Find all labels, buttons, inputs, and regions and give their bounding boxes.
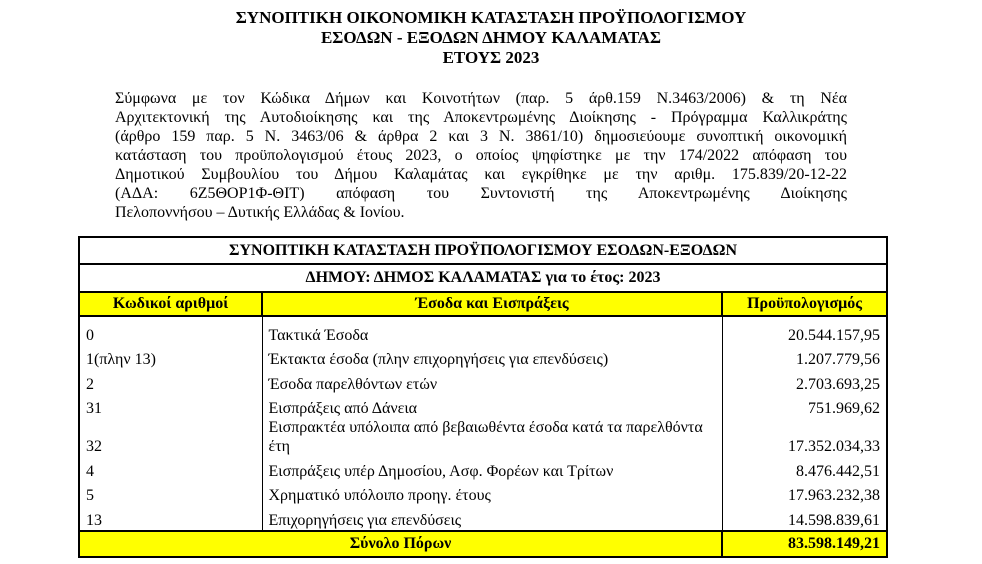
total-amount: 83.598.149,21 bbox=[722, 531, 887, 557]
intro-line: (ΑΔΑ: 6Ζ5ΘΟΡ1Φ-ΘΙΤ) απόφαση του Συντονιστή της Αποκεντρωμένης Διοίκησης bbox=[115, 185, 847, 202]
budget-table bbox=[78, 236, 888, 558]
intro-line: (άρθρο 159 παρ. 5 Ν. 3463/06 & άρθρα 2 και 3 Ν. 3861/10) δημοσιεύουμε συνοπτική οικονομική bbox=[115, 128, 847, 145]
row-code: 5 bbox=[79, 481, 262, 506]
row-code: 31 bbox=[79, 394, 262, 419]
intro-line: Πελοποννήσου – Δυτικής Ελλάδας & Ιονίου. bbox=[115, 204, 405, 221]
row-amount: 8.476.442,51 bbox=[722, 456, 887, 481]
row-description: Εισπρακτέα υπόλοιπα από βεβαιωθέντα έσοδα κατά τα παρελθόντα έτη bbox=[262, 418, 722, 456]
table-row bbox=[79, 369, 887, 394]
row-code: 1(πλην 13) bbox=[79, 345, 262, 370]
row-code: 0 bbox=[79, 316, 262, 345]
row-description: Επιχορηγήσεις για επενδύσεις bbox=[262, 505, 722, 531]
intro-line: κατάσταση του προϋπολογισμού έτους 2023, ο οποίος ψηφίστηκε με την 174/2022 απόφαση του bbox=[115, 147, 847, 164]
table-row bbox=[79, 481, 887, 506]
table-subtitle: ΔΗΜΟΥ: ΔΗΜΟΣ ΚΑΛΑΜΑΤΑΣ για το έτος: 2023 bbox=[79, 264, 887, 292]
row-amount: 751.969,62 bbox=[722, 394, 887, 419]
intro-line: Δημοτικού Συμβουλίου του Δήμου Καλαμάτας και εγκρίθηκε με την αριθμ. 175.839/20-12-22 bbox=[115, 166, 847, 183]
table-row bbox=[79, 418, 887, 456]
intro-paragraph bbox=[115, 89, 847, 222]
row-code: 2 bbox=[79, 369, 262, 394]
row-code: 32 bbox=[79, 418, 262, 456]
row-code: 4 bbox=[79, 456, 262, 481]
total-label: Σύνολο Πόρων bbox=[79, 531, 722, 557]
table-row bbox=[79, 505, 887, 531]
row-code: 13 bbox=[79, 505, 262, 531]
column-header-budget: Προϋπολογισμός bbox=[722, 292, 887, 316]
table-row bbox=[79, 394, 887, 419]
intro-line: Σύμφωνα με τον Κώδικα Δήμων και Κοινοτήτων (παρ. 5 άρθ.159 Ν.3463/2006) & τη Νέα bbox=[115, 90, 847, 107]
title-line-3: ΕΤΟΥΣ 2023 bbox=[442, 48, 540, 67]
row-amount: 20.544.157,95 bbox=[722, 316, 887, 345]
table-row bbox=[79, 345, 887, 370]
row-description: Εισπράξεις από Δάνεια bbox=[262, 394, 722, 419]
table-title: ΣΥΝΟΠΤΙΚΗ ΚΑΤΑΣΤΑΣΗ ΠΡΟΫΠΟΛΟΓΙΣΜΟΥ ΕΣΟΔΩΝ-ΕΞΟΔΩΝ bbox=[79, 237, 887, 264]
row-amount: 2.703.693,25 bbox=[722, 369, 887, 394]
table-row bbox=[79, 316, 887, 345]
row-description: Εισπράξεις υπέρ Δημοσίου, Ασφ. Φορέων και Τρίτων bbox=[262, 456, 722, 481]
row-description: Έσοδα παρελθόντων ετών bbox=[262, 369, 722, 394]
table-row bbox=[79, 456, 887, 481]
intro-line: Αρχιτεκτονική της Αυτοδιοίκησης και της Αποκεντρωμένης Διοίκησης - Πρόγραμμα Καλλικράτης bbox=[115, 109, 847, 126]
row-amount: 17.352.034,33 bbox=[722, 418, 887, 456]
column-header-code: Κωδικοί αριθμοί bbox=[79, 292, 262, 316]
row-amount: 17.963.232,38 bbox=[722, 481, 887, 506]
row-description: Τακτικά Έσοδα bbox=[262, 316, 722, 345]
row-description: Έκτακτα έσοδα (πλην επιχορηγήσεις για επενδύσεις) bbox=[262, 345, 722, 370]
row-amount: 1.207.779,56 bbox=[722, 345, 887, 370]
row-description: Χρηματικό υπόλοιπο προηγ. έτους bbox=[262, 481, 722, 506]
column-header-description: Έσοδα και Εισπράξεις bbox=[262, 292, 722, 316]
total-row bbox=[79, 531, 887, 557]
title-line-2: ΕΣΟΔΩΝ - ΕΞΟΔΩΝ ΔΗΜΟΥ ΚΑΛΑΜΑΤΑΣ bbox=[320, 28, 662, 47]
title-line-1: ΣΥΝΟΠΤΙΚΗ ΟΙΚΟΝΟΜΙΚΗ ΚΑΤΑΣΤΑΣΗ ΠΡΟΫΠΟΛΟΓΙΣΜΟΥ bbox=[235, 8, 747, 27]
row-amount: 14.598.839,61 bbox=[722, 505, 887, 531]
